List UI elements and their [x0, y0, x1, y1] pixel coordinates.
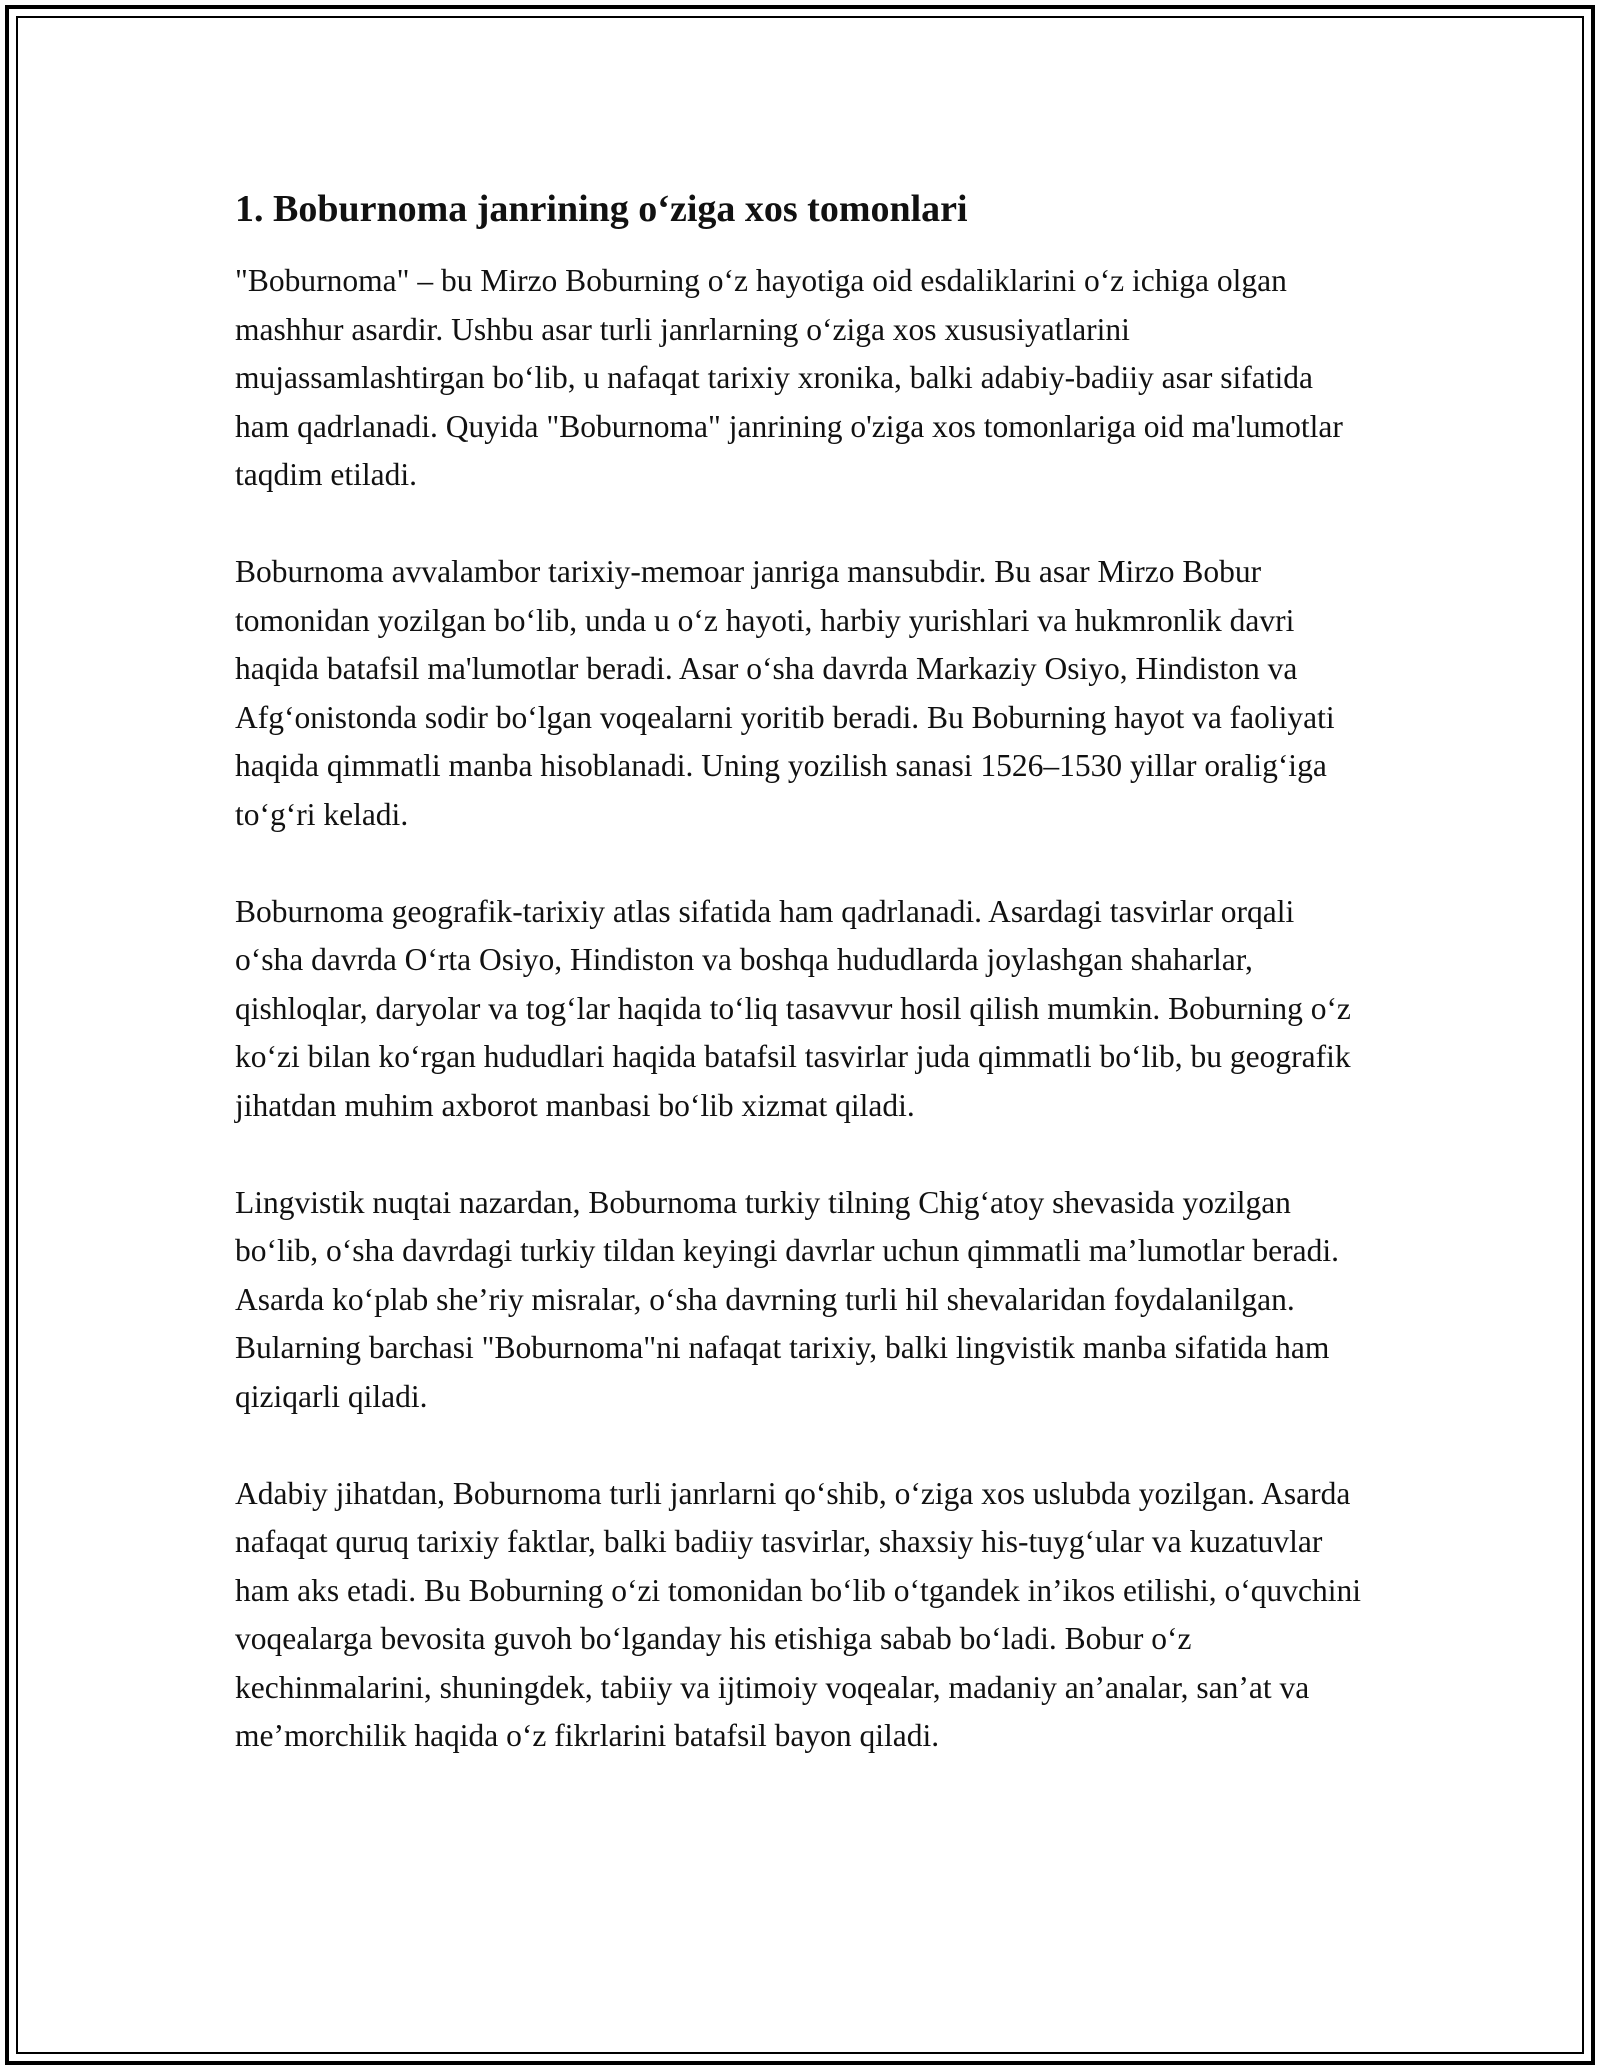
document-body: [235, 185, 1370, 1809]
paragraph-historical-memoir: Boburnoma avvalambor tarixiy-memoar janriga mansubdir. Bu asar Mirzo Bobur tomonidan yozilgan bo‘lib, unda u o‘z hayoti, harbiy yurishlari va hukmronlik davri haqida batafsil ma'lumotlar beradi. Asar o‘sha davrda Markaziy Osiyo, Hindiston va Afg‘onistonda sodir bo‘lgan voqealarni yoritib beradi. Bu Boburning hayot va faoliyati haqida qimmatli manba hisoblanadi. Uning yozilish sanasi 1526–1530 yillar oralig‘iga to‘g‘ri keladi.: [235, 554, 1335, 832]
section-heading: 1. Boburnoma janrining o‘ziga xos tomonlari: [235, 188, 968, 230]
paragraph-literary: Adabiy jihatdan, Boburnoma turli janrlarni qo‘shib, o‘ziga xos uslubda yozilgan. Asarda nafaqat quruq tarixiy faktlar, balki badiiy tasvirlar, shaxsiy his-tuyg‘ular va kuzatuvlar ham aks etadi. Bu Boburning o‘zi tomonidan bo‘lib o‘tgandek in’ikos etilishi, o‘quvchini voqealarga bevosita guvoh bo‘lganday his etishiga sabab bo‘ladi. Bobur o‘z kechinmalarini, shuningdek, tabiiy va ijtimoiy voqealar, madaniy an’analar, san’at va me’morchilik haqida o‘z fikrlarini batafsil bayon qiladi.: [235, 1475, 1361, 1753]
paragraph-linguistic: Lingvistik nuqtai nazardan, Boburnoma turkiy tilning Chig‘atoy shevasida yozilgan bo‘lib, o‘sha davrdagi turkiy tildan keyingi davrlar uchun qimmatli ma’lumotlar beradi. Asarda ko‘plab she’riy misralar, o‘sha davrning turli hil shevalaridan foydalanilgan. Bularning barchasi "Boburnoma"ni nafaqat tarixiy, balki lingvistik manba sifatida ham qiziqarli qiladi.: [235, 1184, 1339, 1414]
paragraph-intro: "Boburnoma" – bu Mirzo Boburning o‘z hayotiga oid esdaliklarini o‘z ichiga olgan mashhur asardir. Ushbu asar turli janrlarning o‘ziga xos xususiyatlarini mujassamlashtirgan bo‘lib, u nafaqat tarixiy xronika, balki adabiy-badiiy asar sifatida ham qadrlanadi. Quyida "Boburnoma" janrining o'ziga xos tomonlariga oid ma'lumotlar taqdim etiladi.: [235, 263, 1343, 492]
paragraph-geographic-atlas: Boburnoma geografik-tarixiy atlas sifatida ham qadrlanadi. Asardagi tasvirlar orqali o‘sha davrda O‘rta Osiyo, Hindiston va boshqa hududlarda joylashgan shaharlar, qishloqlar, daryolar va tog‘lar haqida to‘liq tasavvur hosil qilish mumkin. Boburning o‘z ko‘zi bilan ko‘rgan hududlari haqida batafsil tasvirlar juda qimmatli bo‘lib, bu geografik jihatdan muhim axborot manbasi bo‘lib xizmat qiladi.: [235, 893, 1351, 1123]
